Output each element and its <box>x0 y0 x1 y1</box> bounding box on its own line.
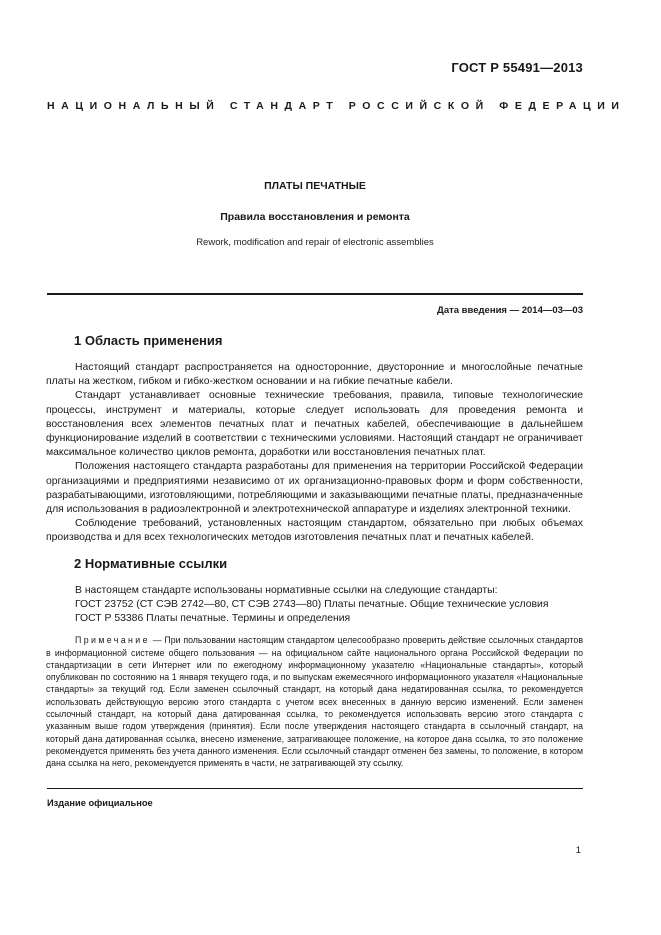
document-subtitle: Правила восстановления и ремонта <box>220 211 410 223</box>
introduction-date: Дата введения — 2014—03—03 <box>437 305 583 316</box>
page-number: 1 <box>575 845 581 856</box>
section-1-paragraph: Стандарт устанавливает основные технические требования, правила, типовые технологические процессы, инструмент и материалы, которые следует использовать для проведения ремонта и восстановления всех элементов печатных плат и печатных кабелей, обеспечивающие в дальнейшем функционирование изделий в соответствии с техническими условиями. Настоящий стандарт не ограничивает максимальное количество циклов ремонта, доработки или восстановления печатных плат. <box>46 390 583 459</box>
normative-reference: ГОСТ Р 53386 Платы печатные. Термины и определения <box>75 613 351 625</box>
normative-reference: ГОСТ 23752 (СТ СЭВ 2742—80, СТ СЭВ 2743—80) Платы печатные. Общие технические условия <box>75 598 549 610</box>
note-text: — При пользовании настоящим стандартом целесообразно проверить действие ссылочных стандартов в информационной системе общего пользования — на официальном сайте национального органа Российской Федерации по стандартизации в сети Интернет или по ежегодному информационному указателю «Национальные стандарты», который опубликован по состоянию на 1 января текущего года, и по выпускам ежемесячного информационного указателя «Национальные стандарты» за текущий год. Если заменен ссылочный стандарт, на который дана недатированная ссылка, то рекомендуется использовать действующую версию этого стандарта с учетом всех внесенных в данную версию изменений. Если заменен ссылочный стандарт, на который дана датированная ссылка, то рекомендуется использовать версию этого стандарта с указанным выше годом утверждения (принятия). Если после утверждения настоящего стандарта в ссылочный стандарт, на который дана датированная ссылка, внесено изменение, затрагивающее положение, на которое дана ссылка, то это положение рекомендуется применять без учета данного изменения. Если ссылочный стандарт отменен без замены, то положение, в котором дана ссылка на него, рекомендуется применять в части, не затрагивающей эту ссылку. <box>46 635 583 769</box>
document-title: ПЛАТЫ ПЕЧАТНЫЕ <box>264 180 366 192</box>
section-1-paragraph: Настоящий стандарт распространяется на односторонние, двусторонние и многослойные печатные платы на жестком, гибком и гибко-жестком основании и на гибкие печатные кабели. <box>46 362 583 388</box>
edition-label: Издание официальное <box>47 798 153 808</box>
section-1-heading: 1 Область применения <box>74 333 223 348</box>
english-title: Rework, modification and repair of electronic assemblies <box>196 237 434 248</box>
section-1-paragraph: Соблюдение требований, установленных настоящим стандартом, обязательно при любых объемах производства и для всех технологических методов изготовления печатных плат и печатных кабелей. <box>46 518 583 544</box>
note-label: Примечание <box>75 635 150 646</box>
document-body <box>46 333 583 770</box>
section-2-intro: В настоящем стандарте использованы нормативные ссылки на следующие стандарты: <box>75 584 498 596</box>
footer-divider <box>47 788 583 789</box>
national-standard-banner: НАЦИОНАЛЬНЫЙ СТАНДАРТ РОССИЙСКОЙ ФЕДЕРАЦИИ <box>47 100 626 112</box>
section-2-note <box>46 634 583 769</box>
title-block <box>47 180 583 248</box>
section-1-paragraph: Положения настоящего стандарта разработаны для применения на территории Российской Федерации организациями и предприятиями независимо от их организационно-правовых форм и форм собственности, разрабатывающими, изготовляющими, потребляющими и заказывающими печатные платы, предназначенные для использования в радиоэлектронной и электротехнической аппаратуре и изделиях электронной техники. <box>46 461 583 516</box>
section-2-heading: 2 Нормативные ссылки <box>74 555 228 571</box>
header-divider <box>47 293 583 295</box>
gost-code: ГОСТ Р 55491—2013 <box>451 60 583 75</box>
